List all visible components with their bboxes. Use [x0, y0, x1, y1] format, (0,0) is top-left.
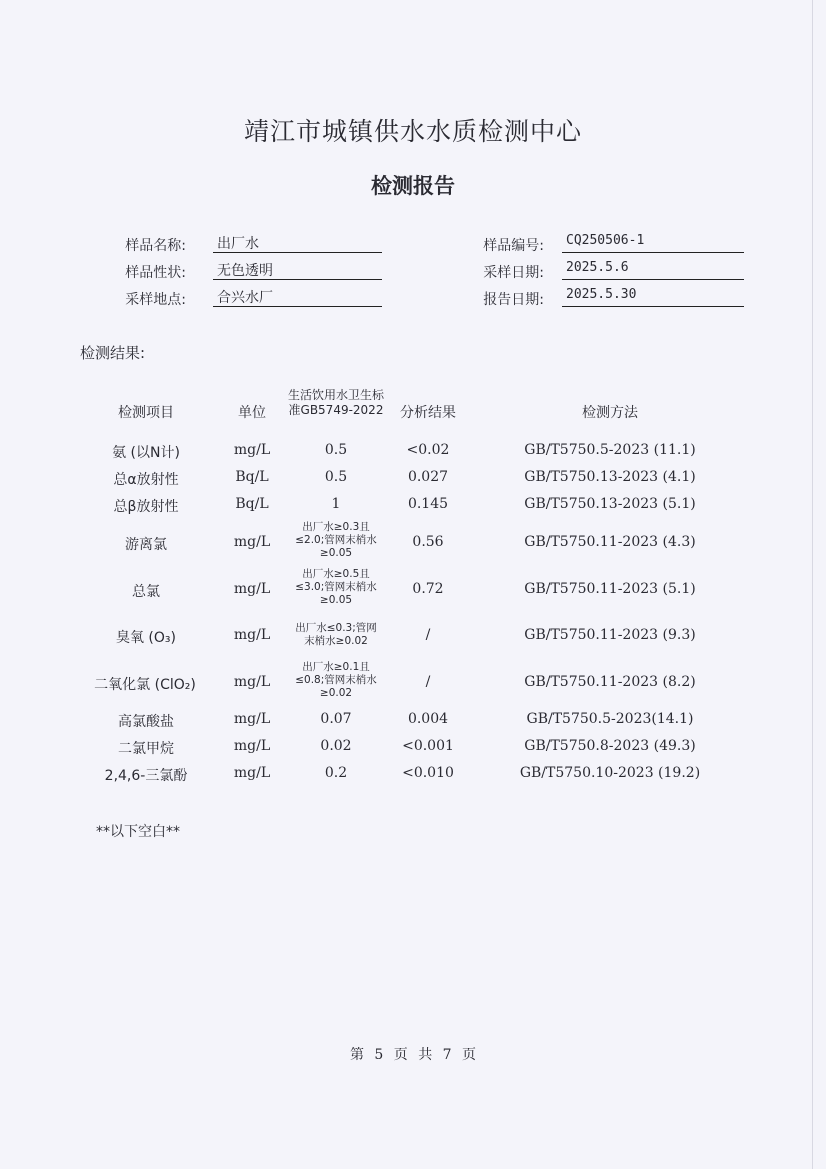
header-unit: 单位: [238, 405, 266, 421]
blank-below-note: **以下空白**: [96, 824, 180, 840]
header-standard: 生活饮用水卫生标准GB5749-2022: [288, 388, 385, 417]
sample-number-value: CQ250506-1: [562, 233, 744, 253]
row-unit: mg/L: [233, 711, 271, 727]
row-method: GB/T5750.8-2023 (49.3): [524, 738, 696, 754]
row-unit: mg/L: [233, 765, 271, 781]
row-method: GB/T5750.5-2023 (11.1): [524, 442, 696, 458]
sample-location-label: 采样地点:: [125, 292, 186, 308]
row-standard: 出厂水≥0.1且≤0.8;管网末梢水≥0.02: [295, 661, 377, 699]
row-standard: 0.2: [324, 765, 348, 781]
row-result: <0.010: [402, 765, 454, 781]
row-standard: 0.02: [320, 738, 352, 754]
sampling-date-label: 采样日期:: [483, 265, 544, 281]
row-method: GB/T5750.13-2023 (5.1): [524, 496, 696, 512]
row-result: /: [425, 674, 431, 690]
row-unit: mg/L: [233, 442, 271, 458]
report-date-value: 2025.5.30: [562, 287, 744, 307]
row-unit: mg/L: [233, 627, 271, 643]
row-method: GB/T5750.11-2023 (4.3): [524, 534, 696, 550]
row-unit: mg/L: [233, 674, 271, 690]
organization-title: 靖江市城镇供水水质检测中心: [243, 117, 582, 146]
row-result: <0.02: [406, 442, 450, 458]
sample-number-label: 样品编号:: [483, 238, 544, 254]
report-date-label: 报告日期:: [483, 292, 544, 308]
sample-name-value: 出厂水: [213, 233, 382, 253]
row-result: 0.027: [407, 469, 449, 485]
row-item: 2,4,6-三氯酚: [104, 768, 188, 784]
row-unit: mg/L: [233, 581, 271, 597]
row-item: 氨 (以N计): [112, 445, 180, 461]
row-item: 总β放射性: [113, 499, 179, 515]
sample-state-value: 无色透明: [213, 260, 382, 280]
row-item: 臭氧 (O₃): [115, 630, 176, 646]
row-result: <0.001: [402, 738, 454, 754]
page-number: 第 5 页 共 7 页: [349, 1047, 477, 1063]
row-standard: 出厂水≤0.3;管网末梢水≥0.02: [295, 622, 377, 647]
row-standard: 出厂水≥0.5且≤3.0;管网末梢水≥0.05: [295, 568, 377, 606]
row-item: 高氯酸盐: [118, 714, 174, 730]
row-standard: 1: [331, 496, 341, 512]
row-method: GB/T5750.11-2023 (8.2): [524, 674, 696, 690]
sample-location-value: 合兴水厂: [213, 287, 382, 307]
row-standard: 0.5: [324, 442, 348, 458]
results-label: 检测结果:: [80, 344, 146, 362]
row-method: GB/T5750.11-2023 (9.3): [524, 627, 696, 643]
sampling-date-value: 2025.5.6: [562, 260, 744, 280]
sample-state-label: 样品性状:: [125, 265, 186, 281]
row-method: GB/T5750.5-2023(14.1): [526, 711, 694, 727]
row-item: 总α放射性: [113, 472, 179, 488]
row-unit: Bq/L: [235, 469, 269, 485]
row-unit: mg/L: [233, 534, 271, 550]
row-standard: 0.5: [324, 469, 348, 485]
row-result: 0.72: [412, 581, 444, 597]
row-method: GB/T5750.13-2023 (4.1): [524, 469, 696, 485]
row-standard: 0.07: [320, 711, 352, 727]
row-item: 游离氯: [125, 537, 167, 553]
row-standard: 出厂水≥0.3且≤2.0;管网末梢水≥0.05: [295, 521, 377, 559]
row-unit: Bq/L: [235, 496, 269, 512]
header-method: 检测方法: [582, 405, 638, 421]
row-result: /: [425, 627, 431, 643]
row-item: 二氯甲烷: [118, 741, 174, 757]
row-method: GB/T5750.11-2023 (5.1): [524, 581, 696, 597]
row-result: 0.004: [407, 711, 449, 727]
row-result: 0.56: [412, 534, 444, 550]
row-item: 二氧化氯 (ClO₂): [94, 677, 196, 693]
row-item: 总氯: [132, 584, 160, 600]
row-unit: mg/L: [233, 738, 271, 754]
header-item: 检测项目: [118, 405, 174, 421]
sample-name-label: 样品名称:: [125, 238, 186, 254]
row-method: GB/T5750.10-2023 (19.2): [519, 765, 701, 781]
header-result: 分析结果: [400, 405, 456, 421]
report-title: 检测报告: [371, 174, 455, 198]
row-result: 0.145: [407, 496, 449, 512]
